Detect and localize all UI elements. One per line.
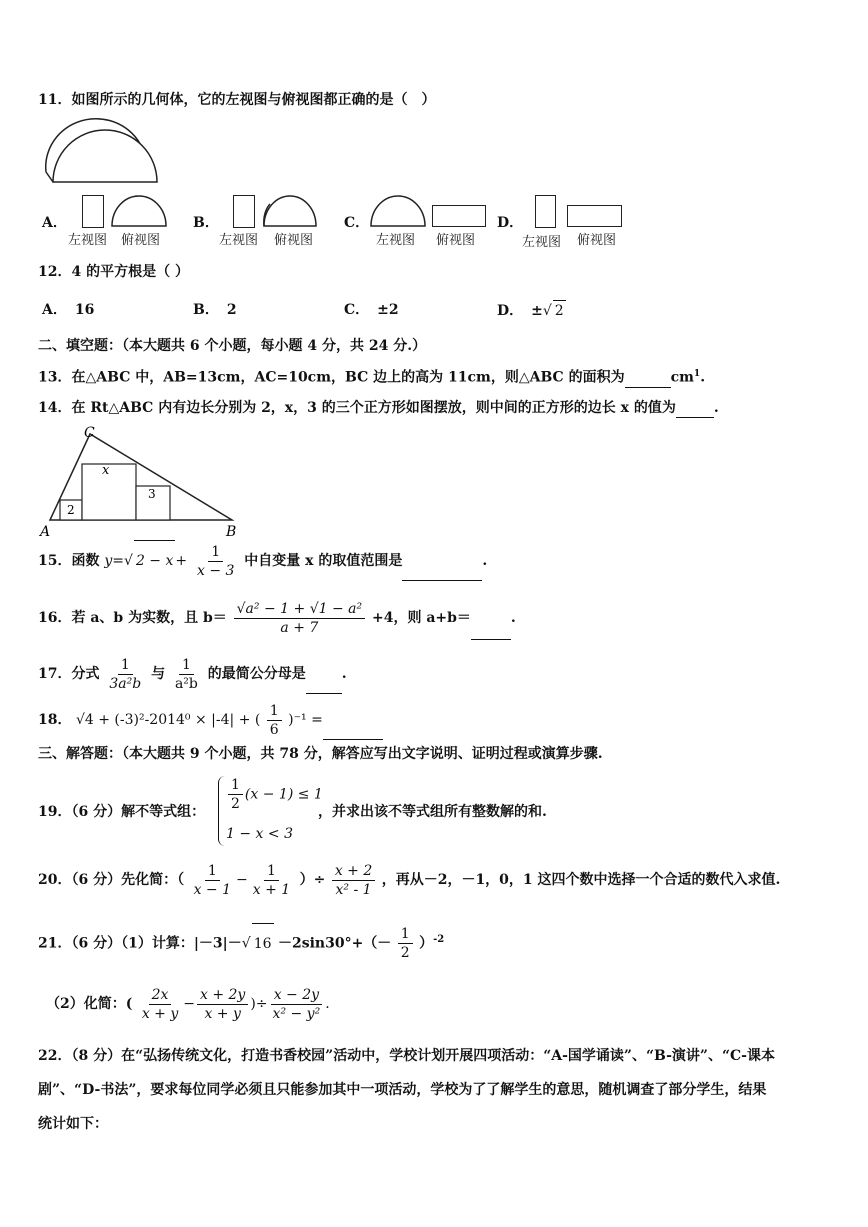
q12-option-c-label: C．	[344, 302, 370, 318]
q22-line-3: 统计如下：	[38, 1116, 108, 1132]
q15-fraction	[194, 543, 237, 580]
q17-fraction-1	[106, 656, 144, 693]
q21-p2-f3-den: x² − y²	[272, 1005, 321, 1022]
q12-option-b-value: 2	[226, 302, 237, 318]
q17-fraction-2	[172, 656, 201, 693]
q21-p2-end: .	[325, 996, 330, 1012]
q19-suffix: ，并求出该不等式组所有整数解的和.	[318, 804, 547, 820]
q11-c-top-rect	[432, 205, 486, 227]
q14-label-3: 3	[148, 487, 156, 501]
q11-a-left-rect	[82, 195, 104, 228]
q11-c-top-view-label: 俯视图	[436, 233, 476, 248]
q20-f2-num: 1	[264, 862, 279, 881]
q19-ineq1-fraction	[228, 776, 243, 813]
q18-fraction	[267, 702, 282, 739]
q11-option-b-label: B．	[193, 215, 219, 231]
q13-question: 13．在△ABC 中，AB=13cm，AC=10cm，BC 边上的高为 11cm，则△ABC 的面积为 $cm^1$.	[38, 369, 706, 386]
q21-p2-fraction-2	[197, 986, 248, 1023]
q16-frac-den: a + 7	[280, 619, 319, 636]
q17-question: 17．分式 $\frac{1}{\text{3a²b}}$ 与 $\frac{1}{\text{a²b}}$ 的最简公分母是 .	[38, 654, 347, 694]
q20-f1-den: x − 1	[193, 881, 231, 898]
q14-label-c: C	[84, 425, 95, 441]
q11-solid-figure	[38, 112, 163, 187]
q21-p2-f2-den: x + y	[204, 1005, 241, 1022]
q18-expr1: √4 + (-3)²-2014⁰ × |-4| + (	[75, 712, 261, 728]
q11-option-a-label: A．	[42, 215, 67, 231]
q11-a-left-view-label: 左视图	[68, 233, 108, 248]
q20-fraction-3	[332, 862, 375, 899]
q11-c-left-view-label: 左视图	[376, 233, 416, 248]
q21-sqrt: 16	[252, 923, 274, 964]
q19-inequality-2: 1 − x < 3	[226, 826, 293, 842]
q21-p2-prefix: （2）化简：(	[46, 996, 133, 1012]
q21-p2-f2-num: x + 2y	[197, 986, 248, 1005]
q15-question: 15．函数 y=√ 2 − x + $\frac{1}{x - 3}$ 中自变量 x 的取值范围是 .	[38, 540, 487, 581]
q17-f2-den: a²b	[174, 675, 198, 692]
q17-suffix: 的最简公分母是	[207, 666, 306, 682]
q18-expr2: )⁻¹ =	[288, 712, 323, 728]
q18-frac-den: 6	[269, 721, 279, 738]
q20-question	[38, 860, 780, 900]
q15-frac-num: 1	[208, 543, 223, 562]
q15-answer-blank[interactable]	[402, 564, 482, 581]
q11-b-left-rect	[233, 195, 255, 228]
q13-unit: cm	[670, 369, 694, 386]
q22-line-2: 剧”、“D-书法”，要求每位同学必须且只能参加其中一项活动，学校为了了解学生的意思，随机调查了部分学生，结果	[38, 1082, 767, 1098]
q18-prefix: 18．	[38, 712, 72, 728]
q15-frac-den: x − 3	[196, 562, 235, 579]
q17-f1-num: 1	[118, 656, 133, 675]
q14-label-x: x	[102, 463, 110, 478]
q16-suffix: +4，则 a+b＝	[371, 610, 471, 626]
q20-f3-den: x² - 1	[335, 881, 372, 898]
q19-ineq1-num: 1	[228, 776, 243, 795]
q12-text: 12．4 的平方根是（ ）	[38, 264, 189, 280]
q19-ineq1-den: 2	[231, 796, 240, 812]
q17-mid: 与	[151, 666, 166, 682]
q11-d-top-rect	[567, 205, 622, 227]
q14-label-2: 2	[67, 503, 75, 517]
q15-eq: =	[112, 553, 125, 569]
q16-frac-num: √a² − 1 + √1 − a²	[234, 600, 365, 619]
q21-p2-minus: −	[183, 996, 195, 1012]
q17-answer-blank[interactable]	[306, 677, 342, 694]
q11-a-top-view-label: 俯视图	[121, 233, 161, 248]
q14-triangle-figure	[38, 420, 243, 542]
q18-answer-blank[interactable]	[323, 723, 383, 740]
q11-b-left-view-label: 左视图	[219, 233, 259, 248]
q14-label-a: A	[40, 524, 51, 540]
q19-brace	[218, 776, 225, 846]
q15-y: y	[104, 553, 113, 569]
q11-option-d-label: D．	[497, 215, 524, 231]
q20-f3-num: x + 2	[332, 862, 375, 881]
q20-fraction-1	[191, 862, 234, 899]
q11-d-top-view-label: 俯视图	[577, 233, 617, 248]
q14-answer-blank[interactable]	[676, 401, 714, 418]
q11-b-top-shape	[260, 194, 320, 228]
q15-suffix: 中自变量 x 的取值范围是	[244, 553, 403, 569]
q11-a-top-semicircle	[110, 194, 168, 228]
q14-text: 14．在 Rt△ABC 内有边长分别为 2，x，3 的三个正方形如图摆放，则中间的正方形的边长 x 的值为	[38, 400, 676, 416]
q20-div: ）÷	[299, 872, 326, 888]
q12-option-a-label: A．	[42, 302, 67, 318]
q19-prefix: 19．（6 分）解不等式组：	[38, 804, 206, 820]
q19-inequality-1	[226, 776, 323, 813]
q21-prefix: 21．（6 分）（1）计算：|－3|－	[38, 935, 242, 952]
q20-prefix: 20．（6 分）先化简：（	[38, 872, 185, 888]
q21-frac-den: 2	[400, 945, 410, 962]
q12-option-a-value: 16	[74, 302, 95, 318]
section2-heading: 二、填空题：（本大题共 6 个小题，每小题 4 分，共 24 分.）	[38, 338, 427, 354]
q17-f1-den: 3a²b	[109, 675, 142, 692]
q12-option-b-label: B．	[193, 302, 219, 318]
q16-answer-blank[interactable]	[471, 623, 511, 640]
q12-option-d: D． ±√ 2	[497, 300, 566, 321]
q21-p2-fraction-1	[139, 986, 181, 1023]
q11-b-top-view-label: 俯视图	[274, 233, 314, 248]
q21-fraction	[398, 925, 413, 962]
q19-ineq1-rest: (x − 1) ≤ 1	[244, 786, 323, 803]
q15-prefix: 15．函数	[38, 553, 100, 569]
q20-suffix: ，再从－2，－1，0，1 这四个数中选择一个合适的数代入求值.	[381, 872, 781, 888]
q12-option-c-value: ±2	[377, 302, 399, 318]
q20-f1-num: 1	[205, 862, 220, 881]
q18-question	[38, 700, 383, 740]
q12-option-d-radicand: 2	[553, 300, 566, 321]
q14-question: 14．在 Rt△ABC 内有边长分别为 2，x，3 的三个正方形如图摆放，则中间的正方形的边长 x 的值为 .	[38, 400, 719, 416]
q11-c-left-semicircle	[369, 194, 427, 228]
q21-suffix: ）	[419, 935, 434, 952]
q17-prefix: 17．分式	[38, 666, 100, 682]
q21-mid: －2sin30°+（－	[277, 935, 392, 952]
q20-fraction-2	[250, 862, 293, 899]
q13-answer-blank[interactable]	[625, 371, 671, 388]
q12-option-b	[193, 300, 237, 320]
q13-text: 13．在△ABC 中，AB=13cm，AC=10cm，BC 边上的高为 11cm，则△ABC 的面积为	[38, 369, 625, 386]
q16-fraction	[234, 600, 365, 637]
q20-f2-den: x + 1	[252, 881, 291, 898]
q11-d-left-view-label: 左视图	[522, 235, 562, 250]
q17-f2-num: 1	[179, 656, 194, 675]
q12-option-c	[344, 300, 399, 320]
q14-label-b: B	[226, 524, 237, 540]
q12-option-a	[42, 300, 94, 320]
q20-minus: −	[236, 872, 248, 888]
q21-p2-fraction-3	[270, 986, 324, 1023]
q21-part2	[46, 984, 330, 1024]
q21-p2-div: )÷	[250, 996, 268, 1012]
q15-radicand: 2 − x	[134, 540, 175, 581]
q21-frac-num: 1	[398, 925, 413, 944]
q12-option-d-value: ±	[531, 303, 543, 319]
q21-p2-f3-num: x − 2y	[271, 986, 322, 1005]
q21-part1: 21．（6 分）（1）计算：|－3|－√ 16 －2sin30°+（－ $\frac{1}{2}$ ）$^{-2}$	[38, 920, 444, 964]
q21-exponent: -2	[433, 934, 445, 945]
q16-prefix: 16．若 a、b 为实数，且 b＝	[38, 610, 227, 626]
q12-option-d-label: D．	[497, 303, 524, 319]
q11-d-left-rect	[535, 195, 556, 228]
q21-p2-f1-den: x + y	[141, 1005, 179, 1022]
q11-text: 11．如图所示的几何体，它的左视图与俯视图都正确的是（ ）	[38, 92, 436, 108]
q15-plus: +	[175, 553, 188, 569]
q16-question: 16．若 a、b 为实数，且 b＝ $\frac{\text{√a² − 1 + √1 − a²}}{a + 7}$ +4，则 a+b＝ .	[38, 596, 516, 640]
section3-heading: 三、解答题：（本大题共 9 个小题，共 78 分，解答应写出文字说明、证明过程或演算步骤.	[38, 746, 603, 762]
q18-frac-num: 1	[267, 702, 282, 721]
q11-option-c-label: C．	[344, 215, 370, 231]
q22-line-1: 22．（8 分）在“弘扬传统文化，打造书香校园”活动中，学校计划开展四项活动：“A-国学诵读”、“B-演讲”、“C-课本	[38, 1048, 775, 1064]
q21-p2-f1-num: 2x	[149, 986, 172, 1005]
